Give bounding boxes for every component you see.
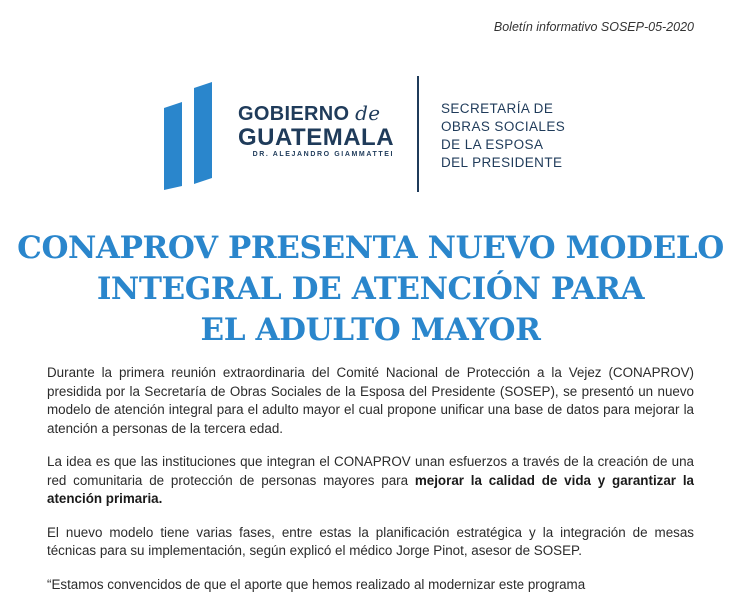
gov-word-de: de [355, 101, 381, 125]
gobierno-wordmark [238, 102, 394, 159]
paragraph-2-text: La idea es que las instituciones que integran el CONAPROV unan esfuerzos a través de la creación de una red comunitaria de protección de personas mayores para [47, 454, 694, 488]
logo-divider [417, 76, 419, 192]
gov-president-name: DR. ALEJANDRO GIAMMATTEI [252, 151, 395, 158]
bulletin-reference: Boletín informativo SOSEP-05-2020 [493, 20, 694, 34]
article-body [47, 364, 694, 609]
paragraph-3: El nuevo modelo tiene varias fases, entre estas la planificación estratégica y la integración de mesas técnicas para su implementación, según explicó el médico Jorge Pinot, asesor de SOSEP. [47, 524, 694, 558]
paragraph-2 [47, 453, 694, 509]
header-logo [160, 74, 600, 194]
secretaria-line: DEL PRESIDENTE [441, 155, 563, 170]
gobierno-guatemala-logo-icon [160, 78, 228, 190]
secretaria-line: SECRETARÍA DE [441, 101, 554, 116]
headline-line: INTEGRAL DE ATENCIÓN PARA [96, 271, 645, 307]
secretaria-line: DE LA ESPOSA [441, 137, 544, 152]
gov-word-gobierno: GOBIERNO [238, 103, 350, 125]
headline-line: CONAPROV PRESENTA NUEVO MODELO [17, 230, 724, 266]
secretaria-line: OBRAS SOCIALES [441, 119, 566, 134]
press-release-headline [0, 228, 741, 351]
gov-word-guatemala: GUATEMALA [238, 124, 395, 151]
secretaria-wordmark [441, 100, 565, 172]
paragraph-2-emphasis: mejorar la calidad de vida y garantizar la atención primaria. [47, 472, 694, 506]
paragraph-4: “Estamos convencidos de que el aporte que hemos realizado al modernizar este programa [47, 576, 586, 592]
headline-line: EL ADULTO MAYOR [200, 312, 541, 348]
paragraph-1: Durante la primera reunión extraordinaria del Comité Nacional de Protección a la Vejez (CONAPROV) presidida por la Secretaría de Obras Sociales de la Esposa del Presidente (SOSEP), se presentó un nuevo modelo de atención integral para el adulto mayor el cual propone unificar una base de datos para mejorar la atención a personas de la tercera edad. [47, 365, 694, 436]
